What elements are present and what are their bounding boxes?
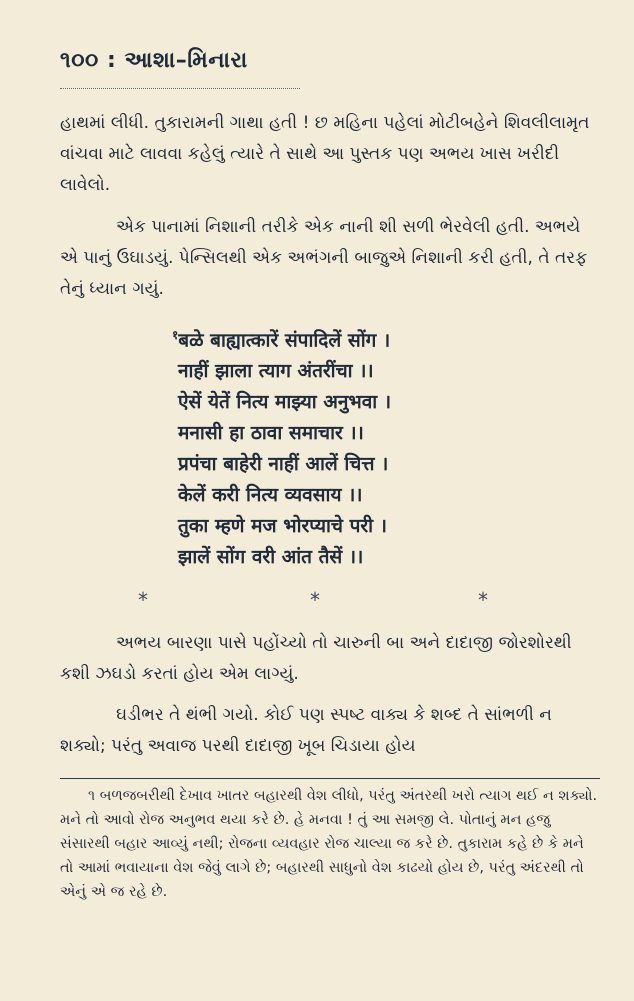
footnote-rule bbox=[60, 778, 600, 779]
verse-line-3: ऐसें येतें नित्य माझ्या अनुभवा । bbox=[178, 391, 392, 414]
verse-line-4: मनासी हा ठावा समाचार ।। bbox=[178, 422, 364, 445]
separator-star: * bbox=[138, 588, 148, 612]
verse-line-1: $^१$बळे बाह्यात्कारें संपादिलें सोंग । bbox=[172, 328, 391, 352]
paragraph-3: અભય બારણા પાસે પહોંચ્યો તો ચારુની બા અને દાદાજી જોરશોરથી કશી ઝઘડો કરતાં હોય એમ લાગ્યું. bbox=[60, 633, 572, 684]
verse-line-7: तुका म्हणे मज भोरप्याचे परी । bbox=[178, 515, 387, 538]
separator-star: * bbox=[310, 588, 320, 612]
verse-line-6: केलें करी नित्य व्यवसाय ।। bbox=[178, 484, 363, 507]
separator-star: * bbox=[478, 588, 488, 612]
page-header bbox=[60, 48, 248, 73]
header-rule bbox=[60, 88, 300, 89]
footnote: ૧ બળજબરીથી દેખાવ ખાતર બહારથી વેશ લીધો, પરંતુ અંતરથી ખરો ત્યાગ થઈ ન શક્યો. મને તો આવો રોજ અનુભવ થયા કરે છે. હે મનવા ! તું આ સમજી લે. પોતાનું મન હજુ સંસારથી બહાર આવ્યું નથી; રોજના વ્યવહાર રોજ ચાલ્યા જ કરે છે. તુકારામ કહે છે કે મને તો આમાં ભવાયાના વેશ જેવું લાગે છે; બહારથી સાધુનો વેશ કાઢયો હોય છે, પરંતુ અંદરથી તો એનું એ જ રહે છે. bbox=[60, 788, 598, 900]
header-separator: : bbox=[106, 48, 117, 73]
footnote-marker: १ bbox=[172, 328, 179, 342]
book-title: આશા–મિનારા bbox=[124, 48, 248, 73]
paragraph-4: ઘડીભર તે થંભી ગયો. કોઈ પણ સ્પષ્ટ વાક્ય કે શબ્દ તે સાંભળી ન શક્યો; પરંતુ અવાજ પરથી દાદાજી ખૂબ ચિડાયા હોય bbox=[60, 705, 552, 756]
verse-line-5: प्रपंचा बाहेरी नाहीं आलें चित्त । bbox=[178, 453, 389, 476]
verse-line-2: नाहीं झाला त्याग अंतरींचा ।। bbox=[178, 360, 374, 383]
paragraph-2: એક પાનામાં નિશાની તરીકે એક નાની શી સળી ભેરવેલી હતી. અભયે એ પાનું ઉઘાડયું. પેન્સિલથી એક અભંગની બાજુએ નિશાની કરી હતી, તે તરફ તેનું ધ્યાન ગયું. bbox=[60, 217, 588, 299]
abhang-verse bbox=[172, 320, 508, 573]
section-separator bbox=[0, 588, 634, 612]
page-number: ૧૦૦ bbox=[60, 48, 99, 73]
verse-line-8: झालें सोंग वरी आंत तैसें ।। bbox=[178, 546, 364, 569]
paragraph-1: હાથમાં લીધી. તુકારામની ગાથા હતી ! છ મહિના પહેલાં મોટીબહેને શિવલીલામૃત વાંચવા માટે લાવવા કહેલું ત્યારે તે સાથે આ પુસ્તક પણ અભય ખાસ ખરીદી લાવેલો. bbox=[60, 113, 590, 195]
